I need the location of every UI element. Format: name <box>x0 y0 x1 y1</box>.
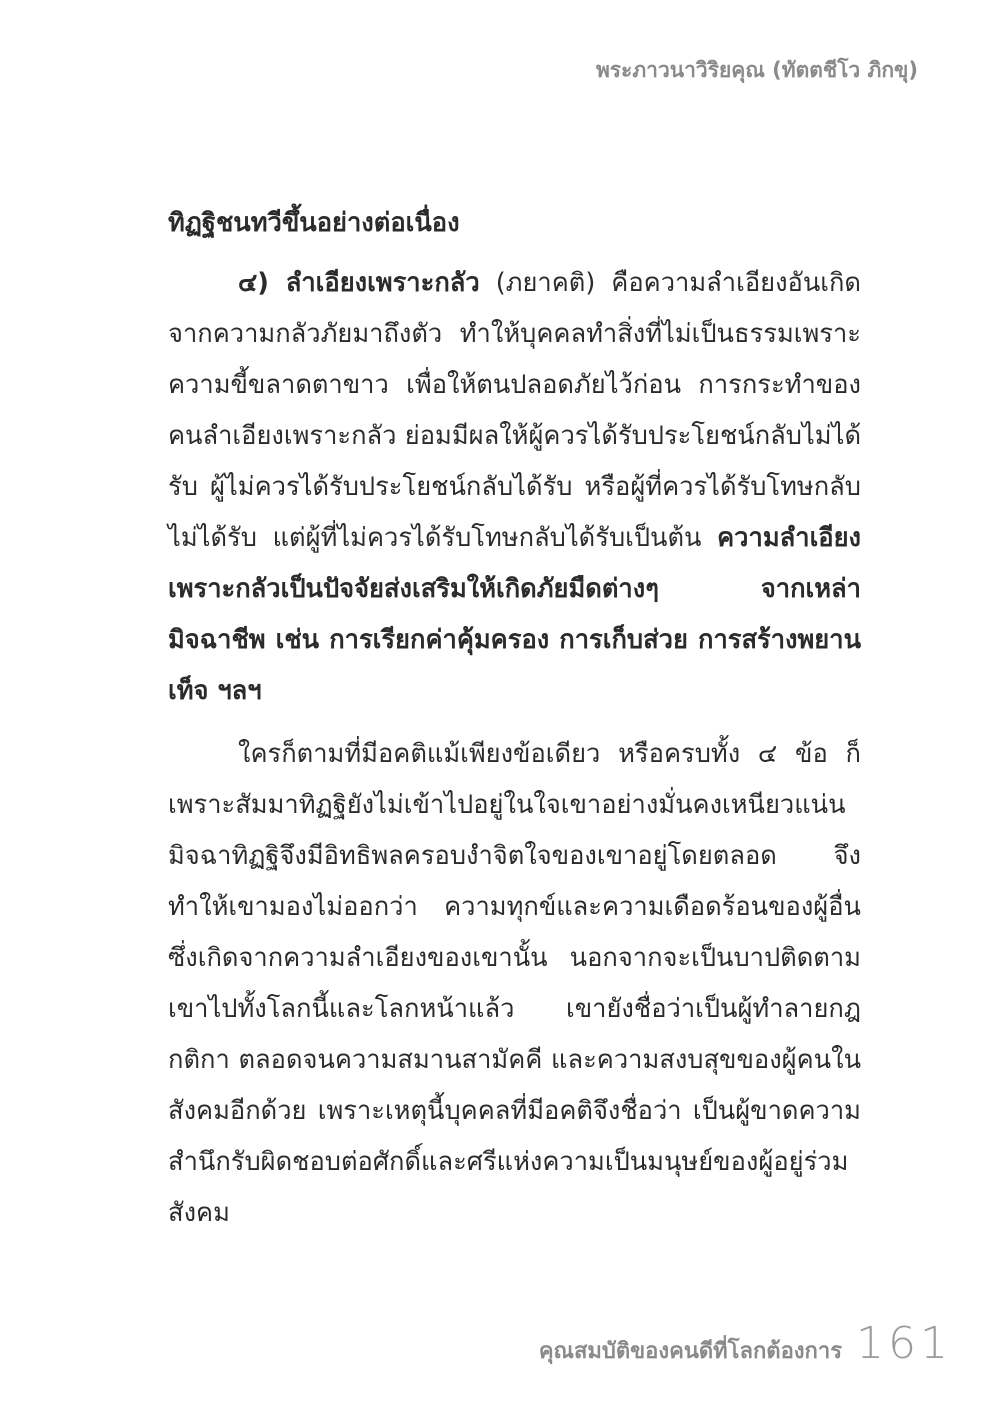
page-content <box>168 198 861 1239</box>
paragraph-text: (ภยาคติ) คือความลำเอียงอันเกิดจากความกลัวภัยมาถึงตัว ทำให้บุคคลทำสิ่งที่ไม่เป็นธรรมเพราะความขี้ขลาดตาขาว เพื่อให้ตนปลอดภัยไว้ก่อน การกระทำของคนลำเอียงเพราะกลัว ย่อมมีผลให้ผู้ควรได้รับประโยชน์กลับไม่ได้รับ ผู้ไม่ควรได้รับประโยชน์กลับได้รับ หรือผู้ที่ควรได้รับโทษกลับไม่ได้รับ แต่ผู้ที่ไม่ควรได้รับโทษกลับได้รับเป็นต้น <box>168 268 861 553</box>
term-label: ๔) ลำเอียงเพราะกลัว <box>238 268 480 298</box>
running-head: พระภาวนาวิริยคุณ (ทัตตชีโว ภิกขุ) <box>595 58 918 82</box>
book-title: คุณสมบัติของคนดีที่โลกต้องการ <box>538 1339 843 1364</box>
page-number: 161 <box>856 1318 952 1369</box>
emphasis-text: ความลำเอียงเพราะกลัวเป็นปัจจัยส่งเสริมให้เกิดภัยมืดต่างๆ จากเหล่ามิจฉาชีพ เช่น การเรียกค่าคุ้มครอง การเก็บส่วย การสร้างพยานเท็จ ฯลฯ <box>168 523 861 706</box>
section-heading: ทิฏฐิชนทวีขึ้นอย่างต่อเนื่อง <box>168 208 460 238</box>
paragraph-conclusion: ใครก็ตามที่มีอคติแม้เพียงข้อเดียว หรือครบทั้ง ๔ ข้อ ก็เพราะสัมมาทิฏฐิยังไม่เข้าไปอยู่ในใจเขาอย่างมั่นคงเหนียวแน่น มิจฉาทิฏฐิจึงมีอิทธิพลครอบงำจิตใจของเขาอยู่โดยตลอด จึงทำให้เขามองไม่ออกว่า ความทุกข์และความเดือดร้อนของผู้อื่นซึ่งเกิดจากความลำเอียงของเขานั้น นอกจากจะเป็นบาปติดตามเขาไปทั้งโลกนี้และโลกหน้าแล้ว เขายังชื่อว่าเป็นผู้ทำลายกฎกติกา ตลอดจนความสมานสามัคคี และความสงบสุขของผู้คนในสังคมอีกด้วย เพราะเหตุนี้บุคคลที่มีอคติจึงชื่อว่า เป็นผู้ขาดความสำนึกรับผิดชอบต่อศักดิ์และศรีแห่งความเป็นมนุษย์ของผู้อยู่ร่วมสังคม <box>168 739 861 1228</box>
page-footer <box>539 1318 952 1369</box>
paragraph-fear-bias <box>168 258 861 717</box>
